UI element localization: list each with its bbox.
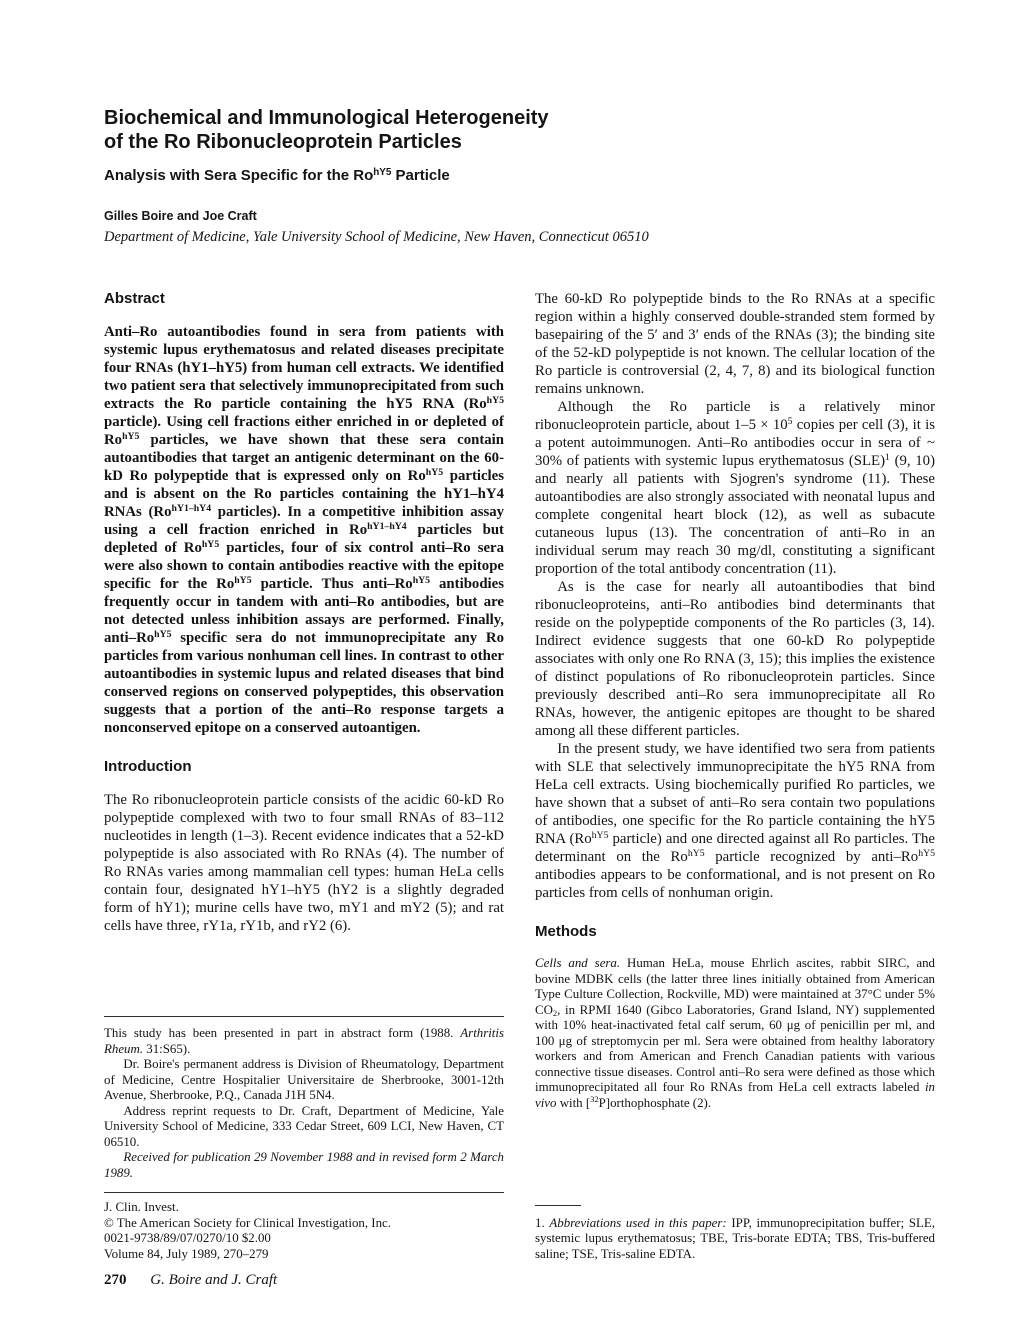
body-paragraph-ro-polypeptide: The 60-kD Ro polypeptide binds to the Ro RNAs at a specific region within a highly conserved double-stranded stem formed by basepairing of the 5′ and 3′ ends of the RNAs (3); the binding site of the 52-kD polypeptide is not known. The cellular location of the Ro particle is controversial (2, 4, 7, 8) and its biological function remains unknown.: [535, 291, 935, 397]
affiliation-line: Department of Medicine, Yale University School of Medicine, New Haven, Connecticut 06510: [104, 229, 649, 245]
introduction-paragraph: The Ro ribonucleoprotein particle consists of the acidic 60-kD Ro polypeptide complexed with two to four small RNAs of 83–112 nucleotides in length (1–3). Recent evidence indicates that a 52-kD polypeptide is also associated with Ro RNAs (4). The number of Ro RNAs varies among mammalian cell types: human HeLa cells contain four, designated hY1–hY5 (hY2 is a slightly degraded form of hY1); murine cells have two, mY1 and mY2 (5); and rat cells have three, rY1a, rY1b, and rY2 (6).: [104, 792, 504, 934]
footnote-received-date: Received for publication 29 November 1988 and in revised form 2 March 1989.: [104, 1150, 504, 1180]
abstract-heading: Abstract: [104, 290, 165, 307]
paper-title-line2: of the Ro Ribonucleoprotein Particles: [104, 131, 462, 153]
footnote-reprint-requests: Address reprint requests to Dr. Craft, Department of Medicine, Yale University School of Medicine, 333 Cedar Street, 609 LCI, New Haven, CT 06510.: [104, 1103, 504, 1149]
right-column-bottom-matter: [535, 1205, 935, 1263]
abstract-text: Anti–Ro autoantibodies found in sera from patients with systemic lupus erythematosus and related diseases precipitate four RNAs (hY1–hY5) from human cell extracts. We identified two patient sera that selectively immunoprecipitated from such extracts the Ro particle containing the hY5 RNA ($Ro^{hY5}$ particle). Using cell fractions either enriched in or depleted of $Ro^{hY5}$ particles, we have shown that these sera contain autoantibodies that target an antigenic determinant on the 60-kD Ro polypeptide that is expressed only on $Ro^{hY5}$ particles and is absent on the Ro particles containing the hY1–hY4 RNAs ($Ro^{hY1-hY4}$ particles). In a competitive inhibition assay using a cell fraction enriched in $Ro^{hY1-hY4}$ particles but depleted of $Ro^{hY5}$ particles, four of six control anti–Ro sera were also shown to contain antibodies reactive with the epitope specific for the $Ro^{hY5}$ particle. Thus anti–$Ro^{hY5}$ antibodies frequently occur in tandem with anti–Ro antibodies, but are not detected unless inhibition assays are performed. Finally, anti–$Ro^{hY5}$ specific sera do not immunoprecipitate any Ro particles from various nonhuman cell lines. In contrast to other autoantibodies in systemic lupus and related diseases that bind conserved regions on conserved polypeptides, this observation suggests that a portion of the anti–Ro response targets a nonconserved epitope on a conserved autoantigen.: [104, 324, 505, 736]
journal-info-divider: [104, 1192, 504, 1193]
paper-title-line1: Biochemical and Immunological Heterogeneity: [104, 107, 549, 129]
page-content: [104, 106, 936, 1262]
footnote-abbreviations: 1. Abbreviations used in this paper: IPP, immunoprecipitation buffer; SLE, systemic lupus erythematosus; TBE, Tris-borate EDTA; TBS, Tris-buffered saline; TSE, Tris-saline EDTA.: [535, 1215, 935, 1261]
left-column-bottom-matter: [104, 1016, 504, 1262]
authors-line: Gilles Boire and Joe Craft: [104, 209, 257, 223]
introduction-heading: Introduction: [104, 758, 192, 775]
journal-name: J. Clin. Invest.: [104, 1200, 179, 1214]
page-footer: [104, 1271, 277, 1289]
body-paragraph-autoimmunogen: Although the Ro particle is a relatively minor ribonucleoprotein particle, about $1-5 \times 10^5$ copies per cell (3), it is a potent autoimmunogen. Anti–Ro antibodies occur in sera of ~ 30% of patients with systemic lupus erythematosus (SLE)$^1$ (9, 10) and nearly all patients with Sjogren's syndrome (11). These autoantibodies are also strongly associated with neonatal lupus and complete congenital heart block (12), as well as subacute cutaneous lupus (13). The concentration of anti–Ro in an individual serum may reach 30 mg/dl, constituting a significant proportion of the total antibody concentration (11).: [535, 399, 935, 577]
two-column-body: [104, 290, 936, 1262]
body-paragraph-present-study: In the present study, we have identified two sera from patients with SLE that selectively immunoprecipitate the hY5 RNA from HeLa cell extracts. Using biochemically purified Ro particles, we have shown that a subset of anti–Ro sera contain two populations of antibodies, one specific for the Ro particle containing the hY5 RNA ($Ro^{hY5}$ particle) and one directed against all Ro particles. The determinant on the $Ro^{hY5}$ particle recognized by anti–$Ro^{hY5}$ antibodies appears to be conformational, and is not present on Ro particles from cells of nonhuman origin.: [535, 741, 935, 901]
right-column: [535, 290, 935, 1262]
paper-subtitle: Analysis with Sera Specific for the $Ro^{hY5}$ Particle: [104, 167, 450, 184]
journal-volume-pages: Volume 84, July 1989, 270–279: [104, 1246, 269, 1261]
paper-title: [104, 106, 936, 154]
page-number: 270: [104, 1272, 127, 1288]
body-paragraph-epitopes: As is the case for nearly all autoantibodies that bind ribonucleoproteins, anti–Ro antibodies bind determinants that reside on the polypeptide components of the Ro particles (3, 14). Indirect evidence suggests that one 60-kD Ro polypeptide associates with only one Ro RNA (3, 15); this implies the existence of distinct populations of Ro ribonucleoprotein particles. Since previously described anti–Ro sera immunoprecipitate all Ro RNAs, however, the antigenic epitopes are thought to be shared among all these different particles.: [535, 579, 935, 739]
running-authors: G. Boire and J. Craft: [150, 1272, 278, 1288]
journal-copyright: © The American Society for Clinical Investigation, Inc.: [104, 1215, 391, 1230]
footnote-divider: [104, 1016, 504, 1017]
methods-cells-and-sera: Cells and sera. Human HeLa, mouse Ehrlich ascites, rabbit SIRC, and bovine MDBK cells (the latter three lines initially obtained from American Type Culture Collection, Rockville, MD) were maintained at 37°C under 5% $CO_2$, in RPMI 1640 (Gibco Laboratories, Grand Island, NY) supplemented with 10% heat-inactivated fetal calf serum, 60 μg of penicillin per ml, and 100 μg of streptomycin per ml. Sera were obtained from healthy laboratory workers and from American and French Canadian patients with various connective tissue diseases. Control anti–Ro sera were defined as those which immunoprecipitated all four Ro RNAs from HeLa cell extracts labeled in vivo with [$^{32}$P]orthophosphate (2).: [535, 956, 936, 1110]
footnote-abstract-form: This study has been presented in part in abstract form (1988. Arthritis Rheum. 31:S65).: [104, 1026, 504, 1056]
paper-header: [104, 106, 936, 246]
journal-issn-price: 0021-9738/89/07/0270/10 $2.00: [104, 1231, 271, 1245]
methods-heading: Methods: [535, 923, 597, 940]
footnote-permanent-address: Dr. Boire's permanent address is Division of Rheumatology, Department of Medicine, Centre Hospitalier Universitaire de Sherbrooke, 3001-12th Avenue, Sherbrooke, P.Q., Canada J1H 5N4.: [104, 1057, 504, 1102]
left-column: [104, 290, 504, 1262]
abbreviations-divider: [535, 1205, 581, 1206]
